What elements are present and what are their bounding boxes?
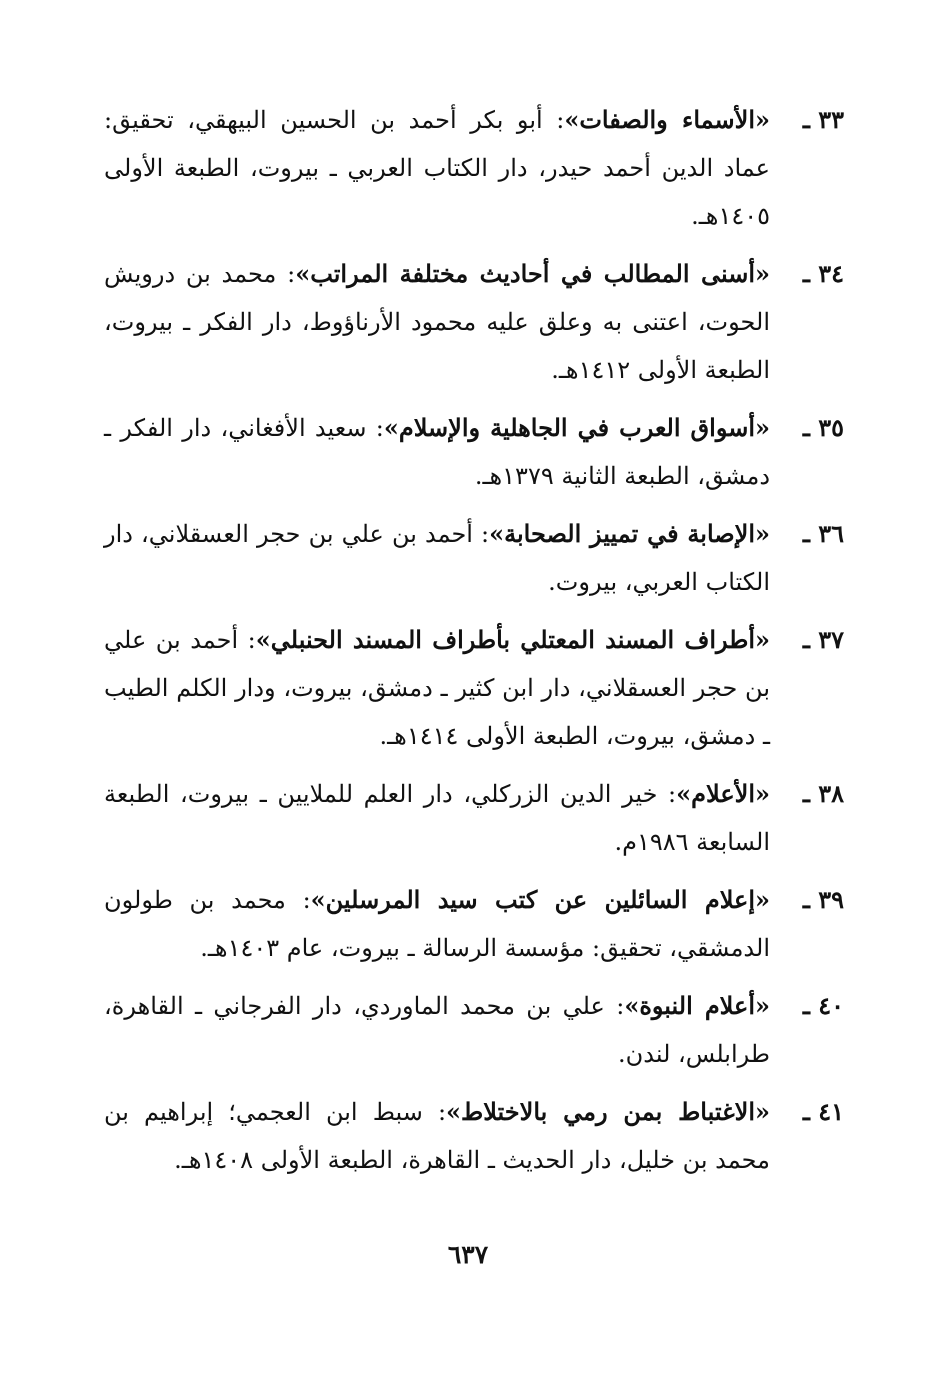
entry-text: : سبط ابن العجمي؛ إبراهيم بن محمد بن خليل، دار الحديث ـ القاهرة، الطبعة الأولى ١٤٠٨هـ. (104, 1098, 770, 1174)
entry-text: : محمد بن طولون الدمشقي، تحقيق: مؤسسة الرسالة ـ بيروت، عام ١٤٠٣هـ. (104, 886, 770, 962)
entry-text: : محمد بن درويش الحوت، اعتنى به وعلق عليه محمود الأرناؤوط، دار الفكر ـ بيروت، الطبعة الأولى ١٤١٢هـ. (104, 260, 770, 384)
entry-number: ٣٥ (818, 413, 844, 442)
entry-title: «أسواق العرب في الجاهلية والإسلام» (383, 413, 770, 442)
entry-dash: ـ (802, 779, 810, 808)
entry-dash: ـ (802, 105, 810, 134)
entry-number-group (790, 616, 844, 664)
entry-text: : خير الدين الزركلي، دار العلم للملايين ـ بيروت، الطبعة السابعة ١٩٨٦م. (104, 780, 770, 856)
entry-title: «الأسماء والصفات» (564, 105, 770, 134)
entry-text: : أحمد بن علي بن حجر العسقلاني، دار الكتاب العربي، بيروت. (104, 520, 770, 596)
bibliography-entry (104, 616, 844, 760)
entry-title: «أعلام النبوة» (624, 991, 770, 1020)
bibliography-entry (104, 876, 844, 972)
entry-number: ٣٩ (818, 885, 844, 914)
entry-dash: ـ (802, 885, 810, 914)
entry-number: ٣٨ (818, 779, 844, 808)
entry-number: ٤١ (818, 1097, 844, 1126)
bibliography-entry (104, 510, 844, 606)
entry-title: «إعلام السائلين عن كتب سيد المرسلين» (310, 885, 770, 914)
entry-text: : سعيد الأفغاني، دار الفكر ـ دمشق، الطبعة الثانية ١٣٧٩هـ. (104, 414, 770, 490)
entry-dash: ـ (802, 519, 810, 548)
entry-title: «أسنى المطالب في أحاديث مختلفة المراتب» (295, 259, 770, 288)
entry-number-group (790, 404, 844, 452)
entry-number: ٣٧ (818, 625, 844, 654)
entry-dash: ـ (802, 991, 810, 1020)
bibliography-entry (104, 250, 844, 394)
entry-number-group (790, 982, 844, 1030)
entry-number-group (790, 250, 844, 298)
entry-number: ٤٠ (818, 991, 844, 1020)
entry-title: «الإصابة في تمييز الصحابة» (489, 519, 770, 548)
bibliography-entry (104, 96, 844, 240)
bibliography-entry (104, 770, 844, 866)
entry-number-group (790, 770, 844, 818)
entry-dash: ـ (802, 413, 810, 442)
entry-dash: ـ (802, 259, 810, 288)
entry-number: ٣٣ (818, 105, 844, 134)
bibliography-list (104, 96, 844, 1194)
entry-title: «الاغتباط بمن رمي بالاختلاط» (446, 1097, 770, 1126)
entry-number-group (790, 1088, 844, 1136)
entry-number-group (790, 876, 844, 924)
entry-dash: ـ (802, 625, 810, 654)
entry-text: : علي بن محمد الماوردي، دار الفرجاني ـ القاهرة، طرابلس، لندن. (104, 992, 770, 1068)
entry-number: ٣٤ (818, 259, 844, 288)
bibliography-entry (104, 404, 844, 500)
entry-text: : أبو بكر أحمد بن الحسين البيهقي، تحقيق: عماد الدين أحمد حيدر، دار الكتاب العربي ـ بيروت، الطبعة الأولى ١٤٠٥هـ. (104, 106, 770, 230)
entry-dash: ـ (802, 1097, 810, 1126)
bibliography-entry (104, 1088, 844, 1184)
entry-text: : أحمد بن علي بن حجر العسقلاني، دار ابن كثير ـ دمشق، بيروت، ودار الكلم الطيب ـ دمشق، بيروت، الطبعة الأولى ١٤١٤هـ. (104, 626, 770, 750)
entry-title: «أطراف المسند المعتلي بأطراف المسند الحنبلي» (255, 625, 770, 654)
page-number: ٦٣٧ (447, 1240, 489, 1269)
entry-number-group (790, 96, 844, 144)
entry-number-group (790, 510, 844, 558)
bibliography-entry (104, 982, 844, 1078)
entry-title: «الأعلام» (676, 779, 770, 808)
entry-number: ٣٦ (818, 519, 844, 548)
